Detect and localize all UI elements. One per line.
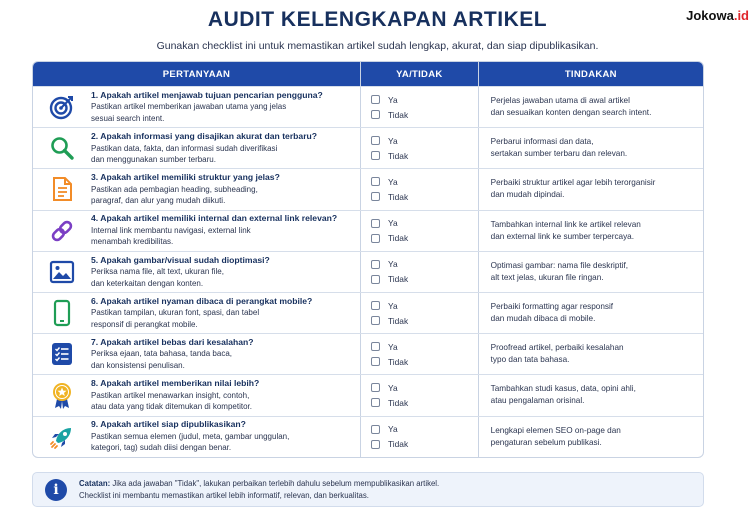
action-text-1: Tambahkan internal link ke artikel relevan (490, 219, 641, 229)
info-icon: i (45, 479, 67, 501)
action-cell (478, 334, 703, 374)
question-desc-2: dan konsistensi penulisan. (91, 360, 185, 370)
question-text: 1. Apakah artikel menjawab tujuan pencarian pengguna? (91, 89, 323, 100)
action-text-2: dan mudah dipindai. (490, 190, 565, 200)
brand-logo: Jokowa.id (686, 8, 749, 23)
table-row (33, 168, 703, 209)
document-icon (39, 169, 85, 209)
header-action: TINDAKAN (478, 62, 703, 86)
target-icon (39, 87, 85, 127)
question-desc-1: Pastikan ada pembagian heading, subheading, (91, 184, 258, 194)
action-text-2: dan mudah dibaca di mobile. (490, 314, 596, 324)
no-option[interactable]: Tidak (371, 192, 478, 202)
no-checkbox[interactable] (371, 192, 380, 201)
answer-cell (360, 375, 478, 415)
action-cell (478, 169, 703, 209)
question-text: 8. Apakah artikel memberikan nilai lebih? (91, 378, 260, 389)
table-row (33, 210, 703, 251)
checklist-table (32, 61, 704, 458)
yes-checkbox[interactable] (371, 95, 380, 104)
question-desc-2: kategori, tag) sudah diisi dengan benar. (91, 443, 232, 453)
note-box (32, 472, 704, 507)
question-desc-2: dan menggunakan sumber terbaru. (91, 155, 216, 165)
answer-cell (360, 128, 478, 168)
question-desc-2: responsif di perangkat mobile. (91, 319, 198, 329)
checklist-icon (39, 334, 85, 374)
yes-checkbox[interactable] (371, 383, 380, 392)
no-checkbox[interactable] (371, 110, 380, 119)
table-header (33, 62, 703, 86)
answer-cell (360, 211, 478, 251)
question-cell (33, 87, 360, 127)
action-cell (478, 252, 703, 292)
no-checkbox[interactable] (371, 151, 380, 160)
question-desc-1: Pastikan data, fakta, dan informasi sudah diverifikasi (91, 143, 278, 153)
yes-option[interactable]: Ya (371, 177, 478, 187)
question-desc-2: dan keterkaitan dengan konten. (91, 278, 204, 288)
yes-checkbox[interactable] (371, 260, 380, 269)
yes-checkbox[interactable] (371, 219, 380, 228)
question-cell (33, 252, 360, 292)
no-option[interactable]: Tidak (371, 274, 478, 284)
no-checkbox[interactable] (371, 398, 380, 407)
question-cell (33, 417, 360, 457)
no-checkbox[interactable] (371, 234, 380, 243)
no-option[interactable]: Tidak (371, 110, 478, 120)
table-row (33, 333, 703, 374)
yes-checkbox[interactable] (371, 136, 380, 145)
answer-cell (360, 417, 478, 457)
question-desc-2: sesuai search intent. (91, 113, 165, 123)
question-text: 4. Apakah artikel memiliki internal dan external link relevan? (91, 213, 338, 224)
no-option[interactable]: Tidak (371, 357, 478, 367)
question-desc-1: Pastikan artikel memberikan jawaban utama yang jelas (91, 102, 287, 112)
question-desc-1: Periksa nama file, alt text, ukuran file, (91, 267, 224, 277)
question-desc-1: Pastikan artikel menawarkan insight, contoh, (91, 390, 250, 400)
question-cell (33, 128, 360, 168)
medal-icon (39, 375, 85, 415)
rocket-icon (39, 417, 85, 457)
question-desc-1: Pastikan tampilan, ukuran font, spasi, dan tabel (91, 308, 260, 318)
action-text-1: Optimasi gambar: nama file deskriptif, (490, 260, 629, 270)
answer-cell (360, 87, 478, 127)
action-text-1: Perbaiki formatting agar responsif (490, 302, 614, 312)
no-option[interactable]: Tidak (371, 439, 478, 449)
action-text-1: Lengkapi elemen SEO on-page dan (490, 425, 621, 435)
question-desc-1: Pastikan semua elemen (judul, meta, gambar unggulan, (91, 431, 290, 441)
yes-option[interactable]: Ya (371, 424, 478, 434)
table-row (33, 251, 703, 292)
action-cell (478, 128, 703, 168)
yes-option[interactable]: Ya (371, 342, 478, 352)
question-text: 9. Apakah artikel siap dipublikasikan? (91, 419, 246, 430)
question-cell (33, 334, 360, 374)
question-cell (33, 169, 360, 209)
action-text-2: dan external link ke sumber terpercaya. (490, 231, 635, 241)
question-text: 7. Apakah artikel bebas dari kesalahan? (91, 336, 254, 347)
action-text-1: Tambahkan studi kasus, data, opini ahli, (490, 384, 636, 394)
yes-checkbox[interactable] (371, 177, 380, 186)
page-subtitle: Gunakan checklist ini untuk memastikan artikel sudah lengkap, akurat, dan siap dipublikasikan. (156, 40, 599, 52)
yes-option[interactable]: Ya (371, 301, 478, 311)
question-cell (33, 375, 360, 415)
no-checkbox[interactable] (371, 275, 380, 284)
no-checkbox[interactable] (371, 357, 380, 366)
action-text-2: pengaturan sebelum publikasi. (490, 437, 602, 447)
magnifier-icon (39, 128, 85, 168)
no-option[interactable]: Tidak (371, 233, 478, 243)
no-option[interactable]: Tidak (371, 398, 478, 408)
yes-option[interactable]: Ya (371, 383, 478, 393)
action-text-2: typo dan tata bahasa. (490, 355, 570, 365)
header-yesno: YA/TIDAK (360, 62, 478, 86)
no-checkbox[interactable] (371, 440, 380, 449)
question-text: 2. Apakah informasi yang disajikan akurat dan terbaru? (91, 131, 318, 142)
action-text-2: alt text jelas, ukuran file ringan. (490, 272, 604, 282)
action-text-1: Perbaiki struktur artikel agar lebih terorganisir (490, 178, 656, 188)
action-text-2: sertakan sumber terbaru dan relevan. (490, 149, 628, 159)
question-text: 3. Apakah artikel memiliki struktur yang jelas? (91, 172, 280, 183)
yes-option[interactable]: Ya (371, 95, 478, 105)
yes-option[interactable]: Ya (371, 218, 478, 228)
table-row (33, 86, 703, 127)
action-text-2: atau pengalaman orisinal. (490, 396, 585, 406)
answer-cell (360, 334, 478, 374)
action-text-1: Perjelas jawaban utama di awal artikel (490, 96, 630, 106)
mobile-icon (39, 293, 85, 333)
answer-cell (360, 252, 478, 292)
note-line-2: Checklist ini membantu memastikan artikel lebih informatif, relevan, dan berkualitas. (79, 490, 369, 500)
no-checkbox[interactable] (371, 316, 380, 325)
note-label: Catatan: (79, 478, 111, 488)
question-desc-2: menambah kredibilitas. (91, 237, 174, 247)
header-question: PERTANYAAN (162, 68, 231, 80)
image-icon (39, 252, 85, 292)
question-desc-1: Periksa ejaan, tata bahasa, tanda baca, (91, 349, 232, 359)
table-row (33, 127, 703, 168)
yes-checkbox[interactable] (371, 301, 380, 310)
no-option[interactable]: Tidak (371, 151, 478, 161)
answer-cell (360, 293, 478, 333)
question-desc-2: atau data yang tidak ditemukan di kompetitor. (91, 402, 252, 412)
table-row (33, 416, 703, 457)
yes-option[interactable]: Ya (371, 136, 478, 146)
action-cell (478, 375, 703, 415)
question-text: 6. Apakah artikel nyaman dibaca di perangkat mobile? (91, 295, 313, 306)
action-text-1: Proofread artikel, perbaiki kesalahan (490, 343, 624, 353)
page-title: AUDIT KELENGKAPAN ARTIKEL (207, 8, 548, 31)
yes-option[interactable]: Ya (371, 259, 478, 269)
question-desc-2: paragraf, dan alur yang mudah diikuti. (91, 196, 226, 206)
question-cell (33, 293, 360, 333)
action-cell (478, 211, 703, 251)
question-text: 5. Apakah gambar/visual sudah dioptimasi? (91, 254, 270, 265)
table-row (33, 374, 703, 415)
question-cell (33, 211, 360, 251)
answer-cell (360, 169, 478, 209)
question-desc-1: Internal link membantu navigasi, external link (91, 225, 251, 235)
action-text-2: dan sesuaikan konten dengan search intent. (490, 108, 652, 118)
action-cell (478, 293, 703, 333)
action-text-1: Perbarui informasi dan data, (490, 137, 594, 147)
note-line-1: Jika ada jawaban "Tidak", lakukan perbaikan terlebih dahulu sebelum mempublikasikan artikel. (112, 478, 440, 488)
table-row (33, 292, 703, 333)
action-cell (478, 417, 703, 457)
yes-checkbox[interactable] (371, 425, 380, 434)
link-icon (39, 211, 85, 251)
no-option[interactable]: Tidak (371, 316, 478, 326)
yes-checkbox[interactable] (371, 342, 380, 351)
action-cell (478, 87, 703, 127)
